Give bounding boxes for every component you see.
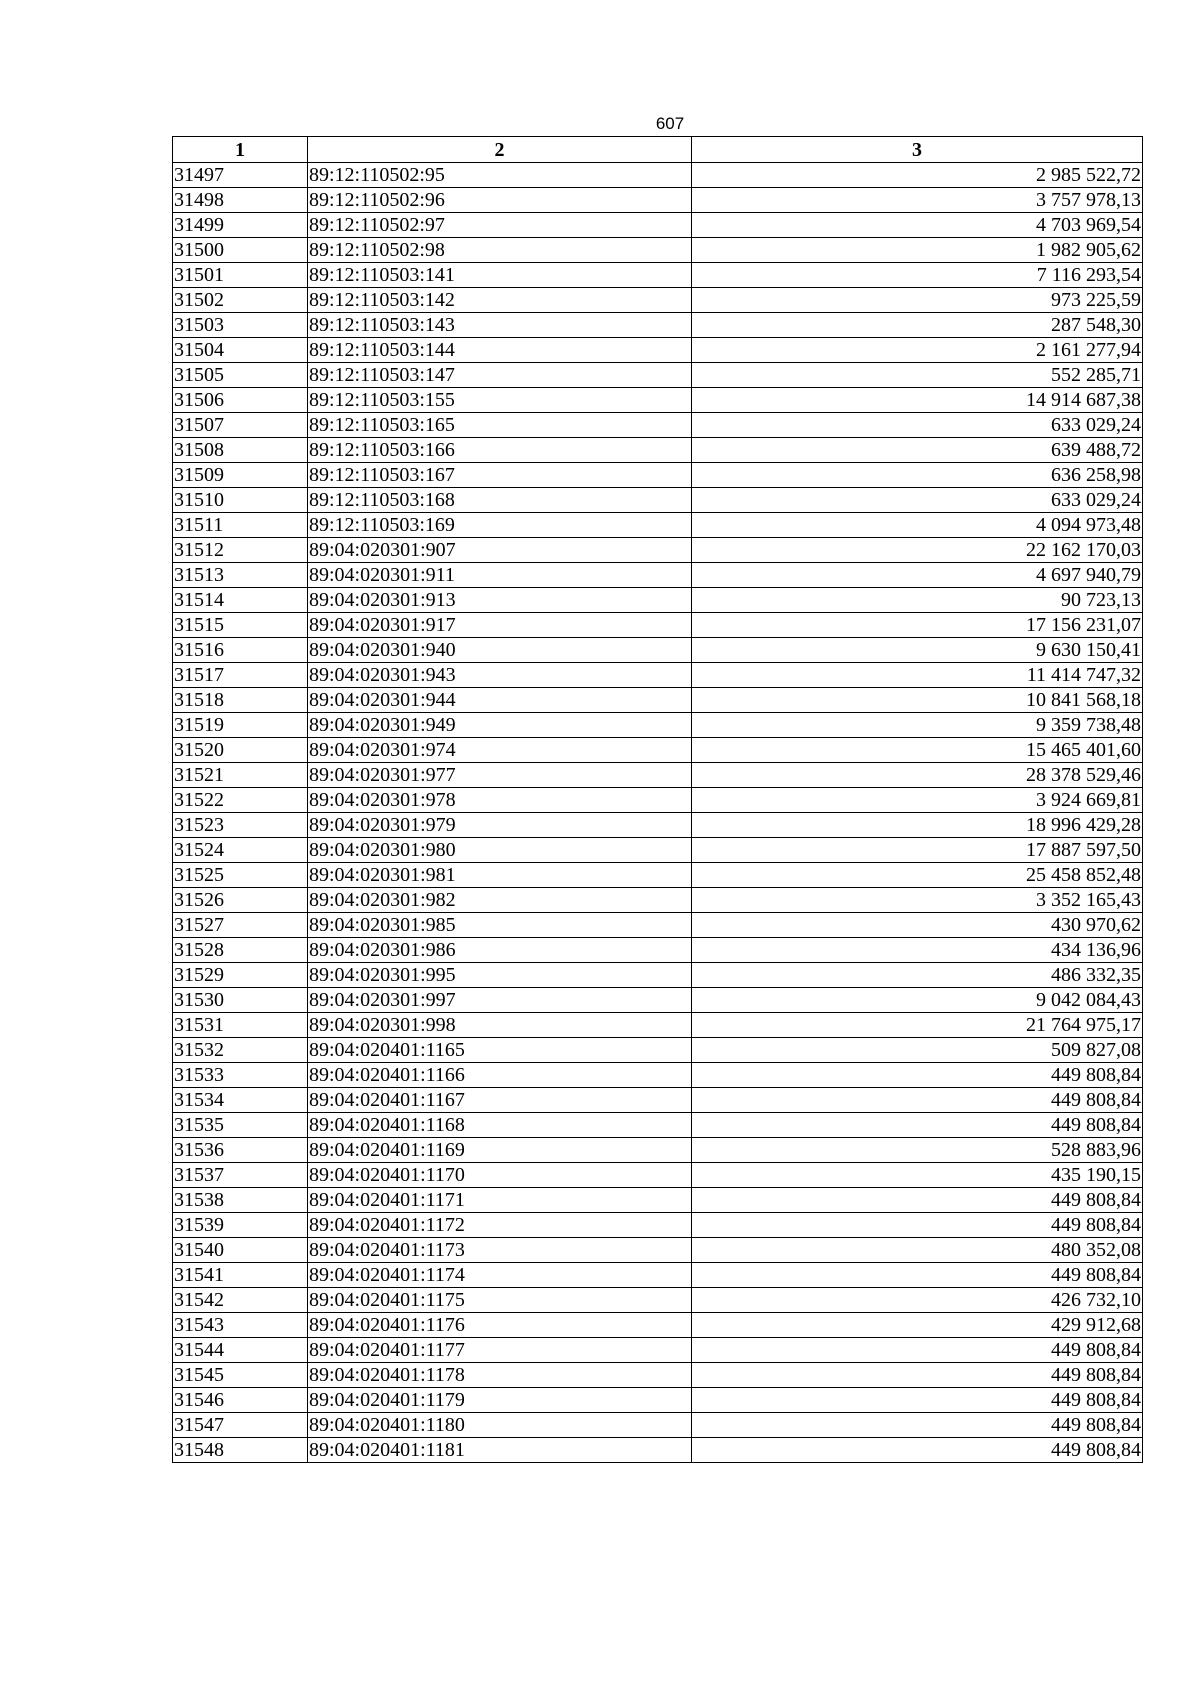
row-number-cell: 31534: [173, 1088, 308, 1113]
table-row: [173, 313, 1143, 338]
row-number-cell: 31536: [173, 1138, 308, 1163]
cadastral-number-cell: 89:04:020301:944: [308, 688, 692, 713]
cadastral-number-cell: 89:12:110503:167: [308, 463, 692, 488]
table-header: [173, 137, 1143, 163]
header-col-2: 2: [308, 137, 692, 163]
cadastral-value-cell: 449 808,84: [692, 1438, 1143, 1463]
cadastral-value-cell: 9 042 084,43: [692, 988, 1143, 1013]
row-number-cell: 31532: [173, 1038, 308, 1063]
cadastral-value-cell: 3 924 669,81: [692, 788, 1143, 813]
row-number-cell: 31519: [173, 713, 308, 738]
row-number-cell: 31523: [173, 813, 308, 838]
row-number-cell: 31525: [173, 863, 308, 888]
table-row: [173, 1413, 1143, 1438]
cadastral-value-cell: 633 029,24: [692, 413, 1143, 438]
row-number-cell: 31541: [173, 1263, 308, 1288]
cadastral-number-cell: 89:12:110502:95: [308, 163, 692, 188]
cadastral-number-cell: 89:04:020401:1173: [308, 1238, 692, 1263]
cadastral-value-cell: 449 808,84: [692, 1263, 1143, 1288]
cadastral-value-cell: 22 162 170,03: [692, 538, 1143, 563]
row-number-cell: 31531: [173, 1013, 308, 1038]
cadastral-number-cell: 89:04:020401:1179: [308, 1388, 692, 1413]
table-row: [173, 1088, 1143, 1113]
cadastral-value-cell: 449 808,84: [692, 1213, 1143, 1238]
cadastral-number-cell: 89:04:020401:1181: [308, 1438, 692, 1463]
header-col-3: 3: [692, 137, 1143, 163]
cadastral-value-cell: 449 808,84: [692, 1388, 1143, 1413]
cadastral-number-cell: 89:04:020301:977: [308, 763, 692, 788]
row-number-cell: 31509: [173, 463, 308, 488]
cadastral-value-cell: 1 982 905,62: [692, 238, 1143, 263]
row-number-cell: 31506: [173, 388, 308, 413]
cadastral-number-cell: 89:04:020301:943: [308, 663, 692, 688]
table-row: [173, 1388, 1143, 1413]
table-row: [173, 1288, 1143, 1313]
row-number-cell: 31504: [173, 338, 308, 363]
cadastral-value-cell: 426 732,10: [692, 1288, 1143, 1313]
cadastral-number-cell: 89:04:020401:1177: [308, 1338, 692, 1363]
table-row: [173, 763, 1143, 788]
table-row: [173, 1363, 1143, 1388]
cadastral-value-cell: 429 912,68: [692, 1313, 1143, 1338]
cadastral-number-cell: 89:04:020301:917: [308, 613, 692, 638]
cadastral-value-cell: 4 094 973,48: [692, 513, 1143, 538]
table-row: [173, 288, 1143, 313]
cadastral-number-cell: 89:12:110503:142: [308, 288, 692, 313]
cadastral-number-cell: 89:04:020301:998: [308, 1013, 692, 1038]
cadastral-number-cell: 89:04:020301:985: [308, 913, 692, 938]
cadastral-number-cell: 89:04:020301:979: [308, 813, 692, 838]
row-number-cell: 31537: [173, 1163, 308, 1188]
table-row: [173, 488, 1143, 513]
cadastral-number-cell: 89:12:110502:96: [308, 188, 692, 213]
row-number-cell: 31515: [173, 613, 308, 638]
cadastral-number-cell: 89:04:020401:1176: [308, 1313, 692, 1338]
table-row: [173, 613, 1143, 638]
cadastral-value-cell: 10 841 568,18: [692, 688, 1143, 713]
table-row: [173, 388, 1143, 413]
row-number-cell: 31540: [173, 1238, 308, 1263]
cadastral-number-cell: 89:04:020301:982: [308, 888, 692, 913]
cadastral-number-cell: 89:04:020301:949: [308, 713, 692, 738]
table-row: [173, 738, 1143, 763]
cadastral-number-cell: 89:04:020301:981: [308, 863, 692, 888]
cadastral-number-cell: 89:04:020301:913: [308, 588, 692, 613]
table-row: [173, 713, 1143, 738]
table-row: [173, 888, 1143, 913]
row-number-cell: 31524: [173, 838, 308, 863]
row-number-cell: 31500: [173, 238, 308, 263]
row-number-cell: 31517: [173, 663, 308, 688]
cadastral-value-cell: 636 258,98: [692, 463, 1143, 488]
table-row: [173, 1163, 1143, 1188]
table-row: [173, 1188, 1143, 1213]
row-number-cell: 31510: [173, 488, 308, 513]
cadastral-value-cell: 435 190,15: [692, 1163, 1143, 1188]
table-row: [173, 513, 1143, 538]
header-col-1: 1: [173, 137, 308, 163]
table-row: [173, 838, 1143, 863]
cadastral-value-cell: 15 465 401,60: [692, 738, 1143, 763]
table-row: [173, 1313, 1143, 1338]
row-number-cell: 31514: [173, 588, 308, 613]
row-number-cell: 31502: [173, 288, 308, 313]
cadastral-value-cell: 3 352 165,43: [692, 888, 1143, 913]
cadastral-value-cell: 480 352,08: [692, 1238, 1143, 1263]
row-number-cell: 31530: [173, 988, 308, 1013]
cadastral-value-cell: 449 808,84: [692, 1063, 1143, 1088]
cadastral-value-cell: 449 808,84: [692, 1363, 1143, 1388]
cadastral-value-cell: 25 458 852,48: [692, 863, 1143, 888]
cadastral-number-cell: 89:04:020301:940: [308, 638, 692, 663]
cadastral-number-cell: 89:04:020301:997: [308, 988, 692, 1013]
cadastral-number-cell: 89:12:110503:144: [308, 338, 692, 363]
row-number-cell: 31518: [173, 688, 308, 713]
cadastral-number-cell: 89:12:110503:169: [308, 513, 692, 538]
table-row: [173, 438, 1143, 463]
cadastral-value-cell: 11 414 747,32: [692, 663, 1143, 688]
cadastral-value-cell: 4 697 940,79: [692, 563, 1143, 588]
cadastral-number-cell: 89:12:110503:155: [308, 388, 692, 413]
table-row: [173, 213, 1143, 238]
cadastral-number-cell: 89:04:020401:1180: [308, 1413, 692, 1438]
cadastral-number-cell: 89:12:110503:165: [308, 413, 692, 438]
table-row: [173, 588, 1143, 613]
cadastral-value-table: [172, 136, 1143, 1463]
cadastral-number-cell: 89:04:020401:1175: [308, 1288, 692, 1313]
row-number-cell: 31522: [173, 788, 308, 813]
cadastral-value-cell: 3 757 978,13: [692, 188, 1143, 213]
row-number-cell: 31538: [173, 1188, 308, 1213]
cadastral-number-cell: 89:12:110503:143: [308, 313, 692, 338]
table-row: [173, 1038, 1143, 1063]
cadastral-value-cell: 449 808,84: [692, 1338, 1143, 1363]
cadastral-number-cell: 89:04:020301:907: [308, 538, 692, 563]
table-row: [173, 1013, 1143, 1038]
cadastral-value-cell: 528 883,96: [692, 1138, 1143, 1163]
cadastral-value-cell: 449 808,84: [692, 1413, 1143, 1438]
cadastral-value-cell: 7 116 293,54: [692, 263, 1143, 288]
cadastral-number-cell: 89:04:020301:978: [308, 788, 692, 813]
cadastral-number-cell: 89:12:110503:168: [308, 488, 692, 513]
table-row: [173, 263, 1143, 288]
cadastral-number-cell: 89:04:020401:1165: [308, 1038, 692, 1063]
cadastral-number-cell: 89:04:020401:1172: [308, 1213, 692, 1238]
cadastral-number-cell: 89:04:020401:1169: [308, 1138, 692, 1163]
row-number-cell: 31545: [173, 1363, 308, 1388]
row-number-cell: 31503: [173, 313, 308, 338]
row-number-cell: 31516: [173, 638, 308, 663]
row-number-cell: 31543: [173, 1313, 308, 1338]
cadastral-value-cell: 633 029,24: [692, 488, 1143, 513]
table-row: [173, 913, 1143, 938]
row-number-cell: 31513: [173, 563, 308, 588]
row-number-cell: 31548: [173, 1438, 308, 1463]
cadastral-value-cell: 14 914 687,38: [692, 388, 1143, 413]
cadastral-number-cell: 89:04:020401:1168: [308, 1113, 692, 1138]
cadastral-number-cell: 89:04:020301:980: [308, 838, 692, 863]
cadastral-number-cell: 89:12:110503:147: [308, 363, 692, 388]
cadastral-value-cell: 509 827,08: [692, 1038, 1143, 1063]
cadastral-value-cell: 4 703 969,54: [692, 213, 1143, 238]
row-number-cell: 31527: [173, 913, 308, 938]
table-row: [173, 813, 1143, 838]
cadastral-value-cell: 449 808,84: [692, 1088, 1143, 1113]
cadastral-value-cell: 18 996 429,28: [692, 813, 1143, 838]
cadastral-value-cell: 17 156 231,07: [692, 613, 1143, 638]
table-row: [173, 1238, 1143, 1263]
row-number-cell: 31497: [173, 163, 308, 188]
cadastral-value-cell: 9 630 150,41: [692, 638, 1143, 663]
cadastral-value-cell: 430 970,62: [692, 913, 1143, 938]
table-row: [173, 938, 1143, 963]
row-number-cell: 31533: [173, 1063, 308, 1088]
cadastral-value-cell: 9 359 738,48: [692, 713, 1143, 738]
table-row: [173, 538, 1143, 563]
table-row: [173, 1263, 1143, 1288]
table-row: [173, 413, 1143, 438]
cadastral-number-cell: 89:04:020401:1178: [308, 1363, 692, 1388]
cadastral-number-cell: 89:04:020301:986: [308, 938, 692, 963]
cadastral-value-cell: 639 488,72: [692, 438, 1143, 463]
row-number-cell: 31507: [173, 413, 308, 438]
table-row: [173, 363, 1143, 388]
header-row: [173, 137, 1143, 163]
cadastral-number-cell: 89:12:110502:98: [308, 238, 692, 263]
table-row: [173, 988, 1143, 1013]
cadastral-number-cell: 89:04:020301:974: [308, 738, 692, 763]
cadastral-number-cell: 89:04:020301:995: [308, 963, 692, 988]
row-number-cell: 31521: [173, 763, 308, 788]
table-row: [173, 638, 1143, 663]
row-number-cell: 31511: [173, 513, 308, 538]
row-number-cell: 31526: [173, 888, 308, 913]
cadastral-number-cell: 89:04:020401:1174: [308, 1263, 692, 1288]
cadastral-number-cell: 89:04:020401:1166: [308, 1063, 692, 1088]
table-row: [173, 1138, 1143, 1163]
table-row: [173, 788, 1143, 813]
cadastral-value-cell: 973 225,59: [692, 288, 1143, 313]
row-number-cell: 31544: [173, 1338, 308, 1363]
table-row: [173, 1213, 1143, 1238]
table-row: [173, 238, 1143, 263]
cadastral-value-cell: 449 808,84: [692, 1188, 1143, 1213]
row-number-cell: 31539: [173, 1213, 308, 1238]
cadastral-value-cell: 434 136,96: [692, 938, 1143, 963]
row-number-cell: 31498: [173, 188, 308, 213]
table-row: [173, 963, 1143, 988]
table-row: [173, 1113, 1143, 1138]
cadastral-number-cell: 89:04:020401:1167: [308, 1088, 692, 1113]
cadastral-value-cell: 2 161 277,94: [692, 338, 1143, 363]
cadastral-value-cell: 2 985 522,72: [692, 163, 1143, 188]
table-row: [173, 338, 1143, 363]
row-number-cell: 31547: [173, 1413, 308, 1438]
row-number-cell: 31501: [173, 263, 308, 288]
page-number: 607: [655, 114, 685, 133]
table-row: [173, 663, 1143, 688]
cadastral-value-cell: 287 548,30: [692, 313, 1143, 338]
table-row: [173, 1063, 1143, 1088]
table-row: [173, 1438, 1143, 1463]
cadastral-number-cell: 89:04:020301:911: [308, 563, 692, 588]
table-body: [173, 163, 1143, 1463]
table-row: [173, 863, 1143, 888]
cadastral-value-cell: 449 808,84: [692, 1113, 1143, 1138]
row-number-cell: 31546: [173, 1388, 308, 1413]
row-number-cell: 31535: [173, 1113, 308, 1138]
cadastral-value-cell: 90 723,13: [692, 588, 1143, 613]
cadastral-number-cell: 89:12:110503:141: [308, 263, 692, 288]
row-number-cell: 31529: [173, 963, 308, 988]
row-number-cell: 31520: [173, 738, 308, 763]
table-row: [173, 188, 1143, 213]
row-number-cell: 31499: [173, 213, 308, 238]
row-number-cell: 31505: [173, 363, 308, 388]
row-number-cell: 31542: [173, 1288, 308, 1313]
cadastral-value-cell: 17 887 597,50: [692, 838, 1143, 863]
cadastral-number-cell: 89:04:020401:1171: [308, 1188, 692, 1213]
table-row: [173, 163, 1143, 188]
row-number-cell: 31508: [173, 438, 308, 463]
cadastral-number-cell: 89:12:110502:97: [308, 213, 692, 238]
cadastral-number-cell: 89:12:110503:166: [308, 438, 692, 463]
table-row: [173, 688, 1143, 713]
table-row: [173, 563, 1143, 588]
table-row: [173, 1338, 1143, 1363]
cadastral-value-cell: 28 378 529,46: [692, 763, 1143, 788]
cadastral-number-cell: 89:04:020401:1170: [308, 1163, 692, 1188]
table-row: [173, 463, 1143, 488]
row-number-cell: 31512: [173, 538, 308, 563]
row-number-cell: 31528: [173, 938, 308, 963]
cadastral-value-cell: 21 764 975,17: [692, 1013, 1143, 1038]
cadastral-value-cell: 552 285,71: [692, 363, 1143, 388]
cadastral-value-cell: 486 332,35: [692, 963, 1143, 988]
